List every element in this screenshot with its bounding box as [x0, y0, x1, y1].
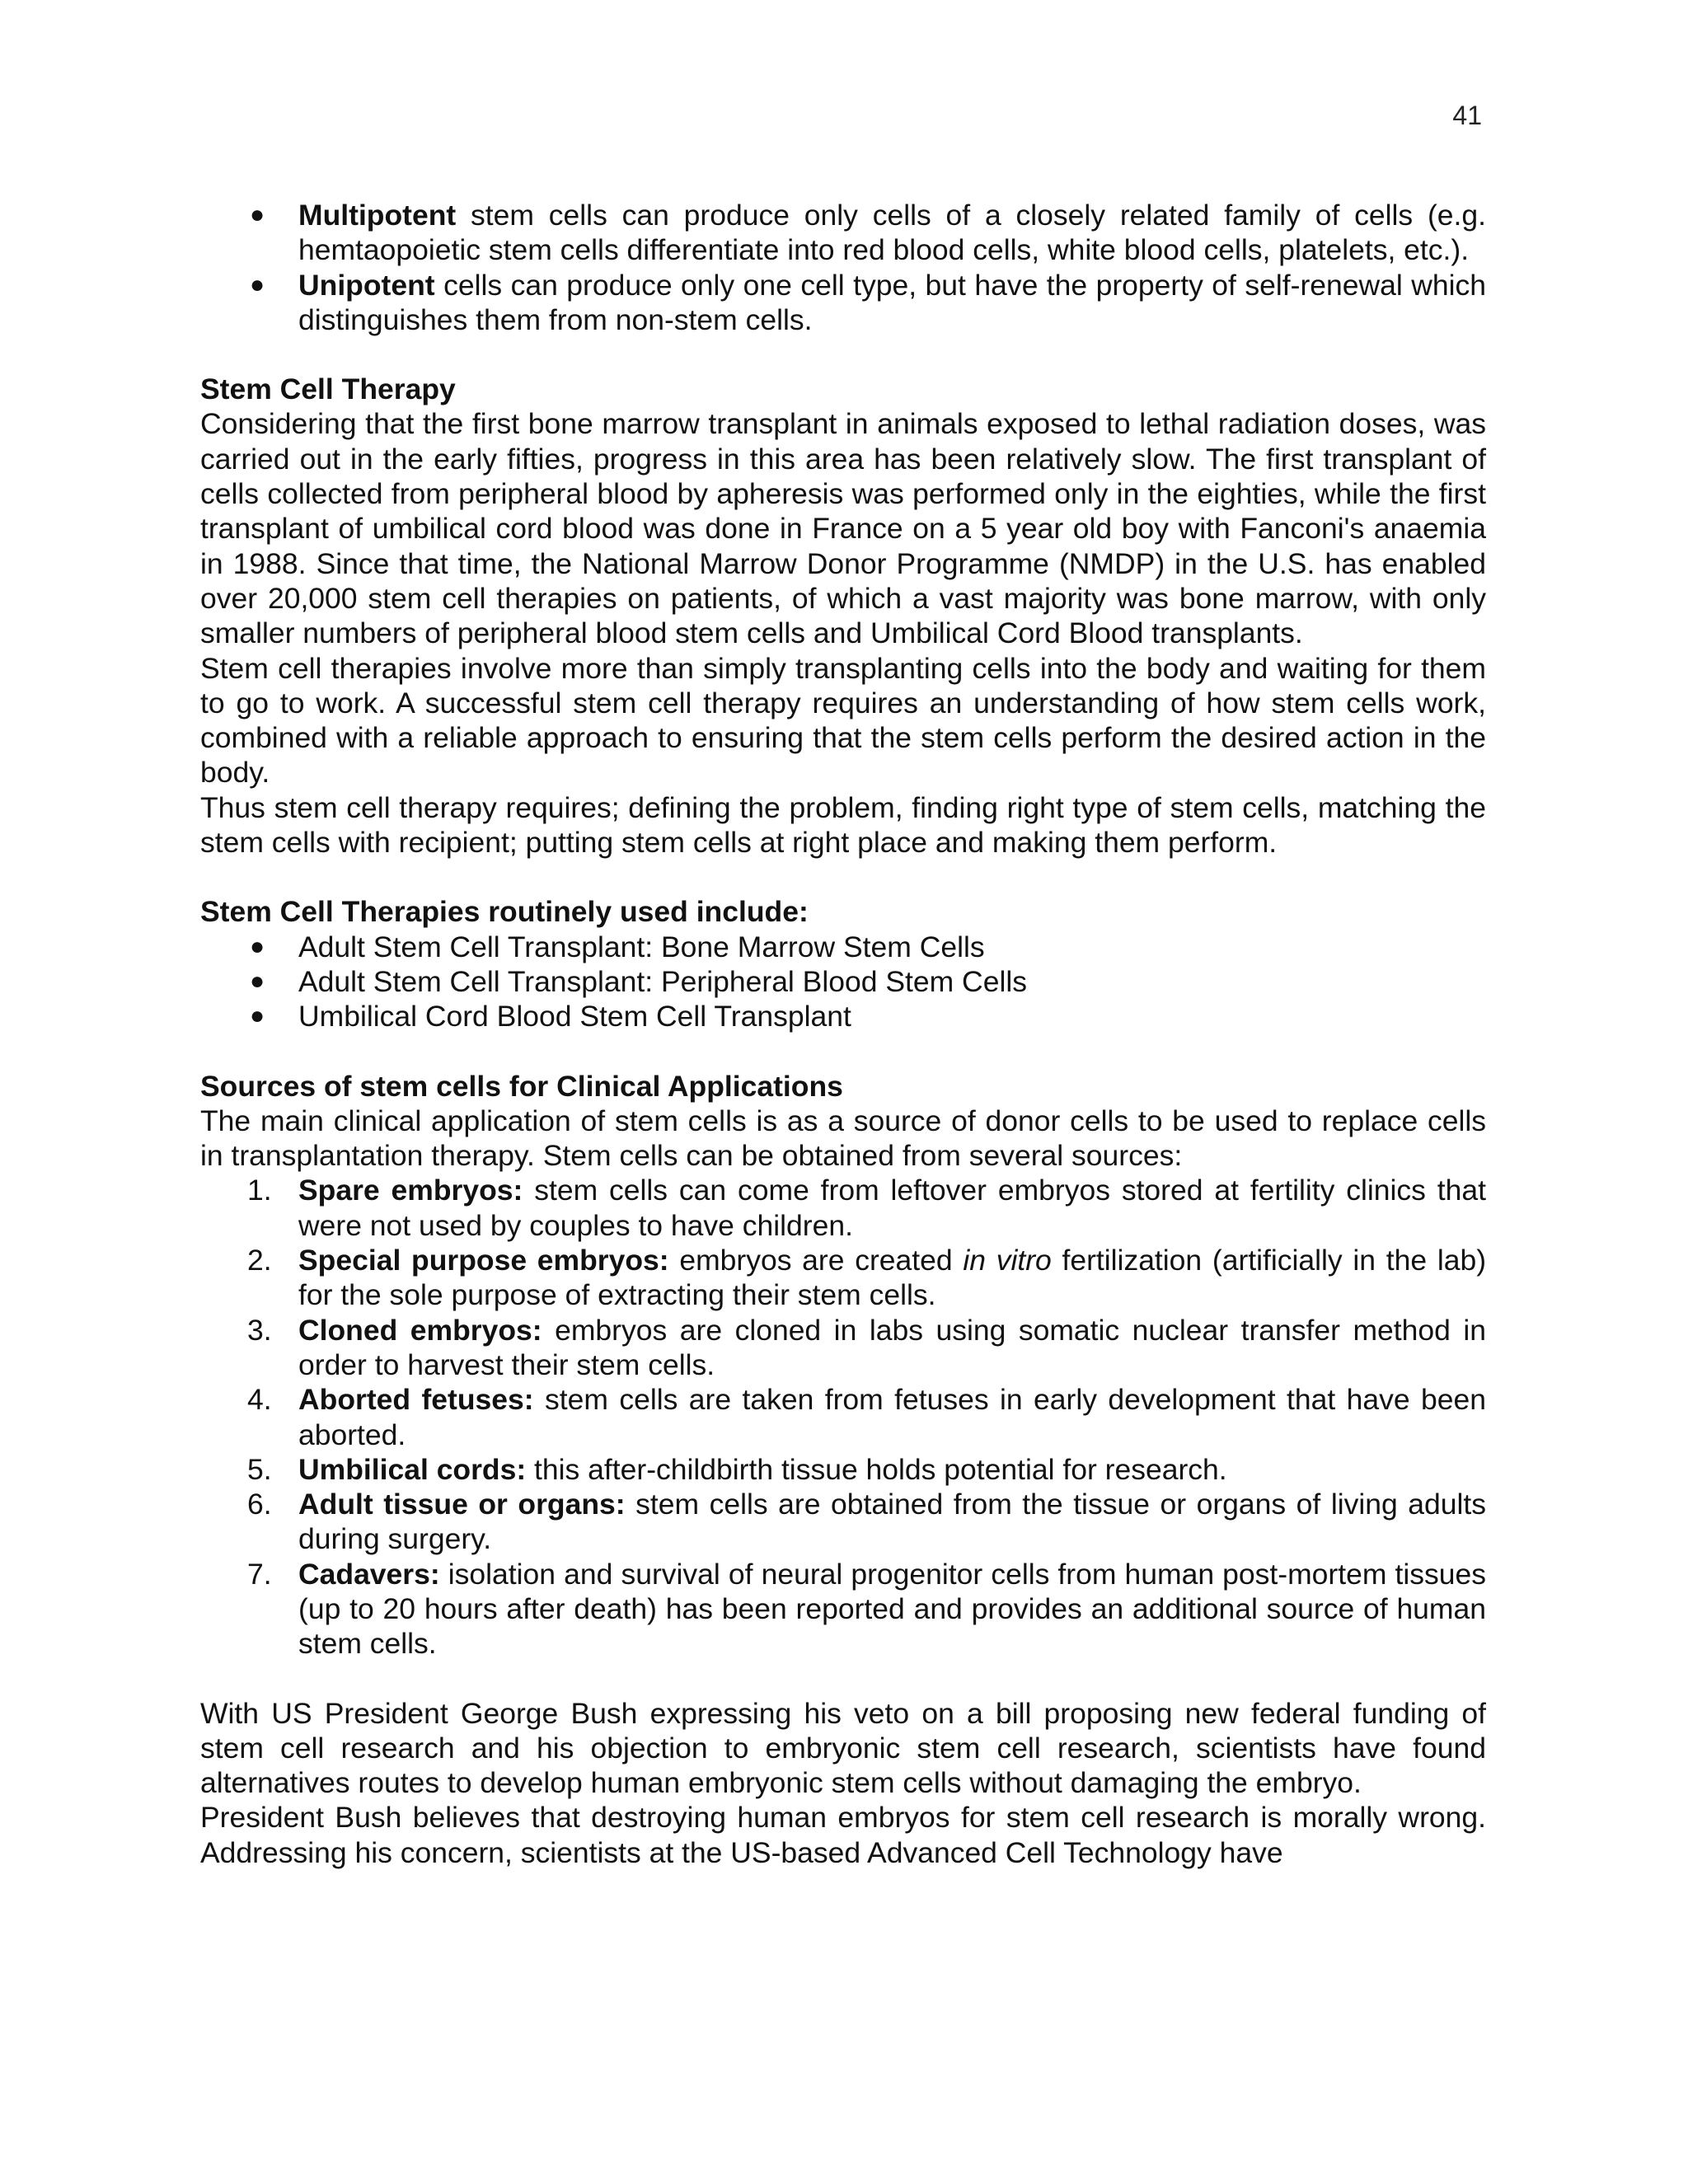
list-item: 4. Aborted fetuses: stem cells are taken from fetuses in early development that have been aborted.: [247, 1383, 1486, 1451]
term: Spare embryos:: [298, 1174, 523, 1207]
list-item: 3. Cloned embryos: embryos are cloned in labs using somatic nuclear transfer method in order to harvest their stem cells.: [247, 1313, 1486, 1381]
potency-list: [200, 198, 1486, 337]
term: Adult tissue or organs:: [298, 1488, 626, 1521]
list-number: 1.: [247, 1174, 272, 1207]
page-content: [200, 198, 1486, 1870]
list-item: ● Umbilical Cord Blood Stem Cell Transplant: [250, 1000, 851, 1033]
list-number: 3.: [247, 1313, 272, 1347]
bullet-icon: ●: [250, 270, 265, 298]
sources-list: [200, 1173, 1486, 1661]
list-item: ● Unipotent cells can produce only one cell type, but have the property of self-renewal which distinguishes them from non-stem cells.: [250, 268, 1486, 336]
list-item: 7. Cadavers: isolation and survival of neural progenitor cells from human post-mortem tissues (up to 20 hours after death) has been reported and provides an additional source of human stem cells.: [247, 1557, 1486, 1661]
bullet-icon: ●: [250, 201, 265, 228]
list-number: 4.: [247, 1383, 272, 1417]
routine-list: [200, 930, 1486, 1034]
term: Unipotent: [298, 268, 435, 302]
bullet-icon: ●: [250, 967, 265, 995]
list-number: 6.: [247, 1488, 272, 1521]
paragraph: Thus stem cell therapy requires; defining the problem, finding right type of stem cells, matching the stem cells with recipient; putting stem cells at right place and making them perform.: [200, 790, 1486, 860]
list-item: 6. Adult tissue or organs: stem cells are obtained from the tissue or organs of living adults during surgery.: [247, 1488, 1486, 1556]
paragraph: Considering that the first bone marrow transplant in animals exposed to lethal radiation doses, was carried out in the early fifties, progress in this area has been relatively slow. The first transplant of cells collected from peripheral blood by apheresis was performed only in the eighties, while the first transplant of umbilical cord blood was done in France on a 5 year old boy with Fanconi's anaemia in 1988. Since that time, the National Marrow Donor Programme (NMDP) in the U.S. has enabled over 20,000 stem cell therapies on patients, of which a vast majority was bone marrow, with only smaller numbers of peripheral blood stem cells and Umbilical Cord Blood transplants.: [200, 407, 1486, 650]
bullet-icon: ●: [250, 1002, 265, 1030]
section-heading-therapy: Stem Cell Therapy: [200, 373, 456, 406]
page-number: 41: [1452, 101, 1482, 130]
bullet-icon: ●: [250, 932, 265, 960]
list-number: 2.: [247, 1244, 272, 1277]
list-number: 5.: [247, 1452, 272, 1486]
list-item: ● Multipotent stem cells can produce only cells of a closely related family of cells (e.g. hemtaopoietic stem cells differentiate into red blood cells, white blood cells, platelets, etc.).: [250, 199, 1486, 267]
term: Aborted fetuses:: [298, 1383, 534, 1417]
list-item: 2. Special purpose embryos: embryos are created in vitro fertilization (artificially in the lab) for the sole purpose of extracting their stem cells.: [247, 1244, 1487, 1312]
term: Special purpose embryos:: [298, 1244, 669, 1277]
list-item: ● Adult Stem Cell Transplant: Bone Marrow Stem Cells: [250, 930, 985, 963]
term: Cadavers:: [298, 1557, 440, 1591]
paragraph: President Bush believes that destroying human embryos for stem cell research is morally wrong. Addressing his concern, scientists at the US-based Advanced Cell Technology have: [200, 1801, 1486, 1869]
list-item: 5. Umbilical cords: this after-childbirth tissue holds potential for research.: [247, 1452, 1227, 1486]
paragraph: With US President George Bush expressing his veto on a bill proposing new federal funding of stem cell research and his objection to embryonic stem cell research, scientists have found alternatives routes to develop human embryonic stem cells without damaging the embryo.: [200, 1696, 1486, 1800]
paragraph: Stem cell therapies involve more than simply transplanting cells into the body and waiting for them to go to work. A successful stem cell therapy requires an understanding of how stem cells work, combined with a reliable approach to ensuring that the stem cells perform the desired action in the body.: [200, 651, 1486, 790]
list-item: 1. Spare embryos: stem cells can come from leftover embryos stored at fertility clinics that were not used by couples to have children.: [247, 1174, 1486, 1242]
term: Umbilical cords:: [298, 1452, 527, 1486]
paragraph: The main clinical application of stem cells is as a source of donor cells to be used to replace cells in transplantation therapy. Stem cells can be obtained from several sources:: [200, 1104, 1486, 1173]
section-heading-sources: Sources of stem cells for Clinical Applications: [200, 1069, 843, 1103]
term: Cloned embryos:: [298, 1313, 542, 1347]
section-heading-routine: Stem Cell Therapies routinely used include:: [200, 895, 809, 929]
list-item: ● Adult Stem Cell Transplant: Peripheral Blood Stem Cells: [250, 964, 1027, 998]
term: Multipotent: [298, 199, 457, 232]
list-number: 7.: [247, 1557, 272, 1591]
